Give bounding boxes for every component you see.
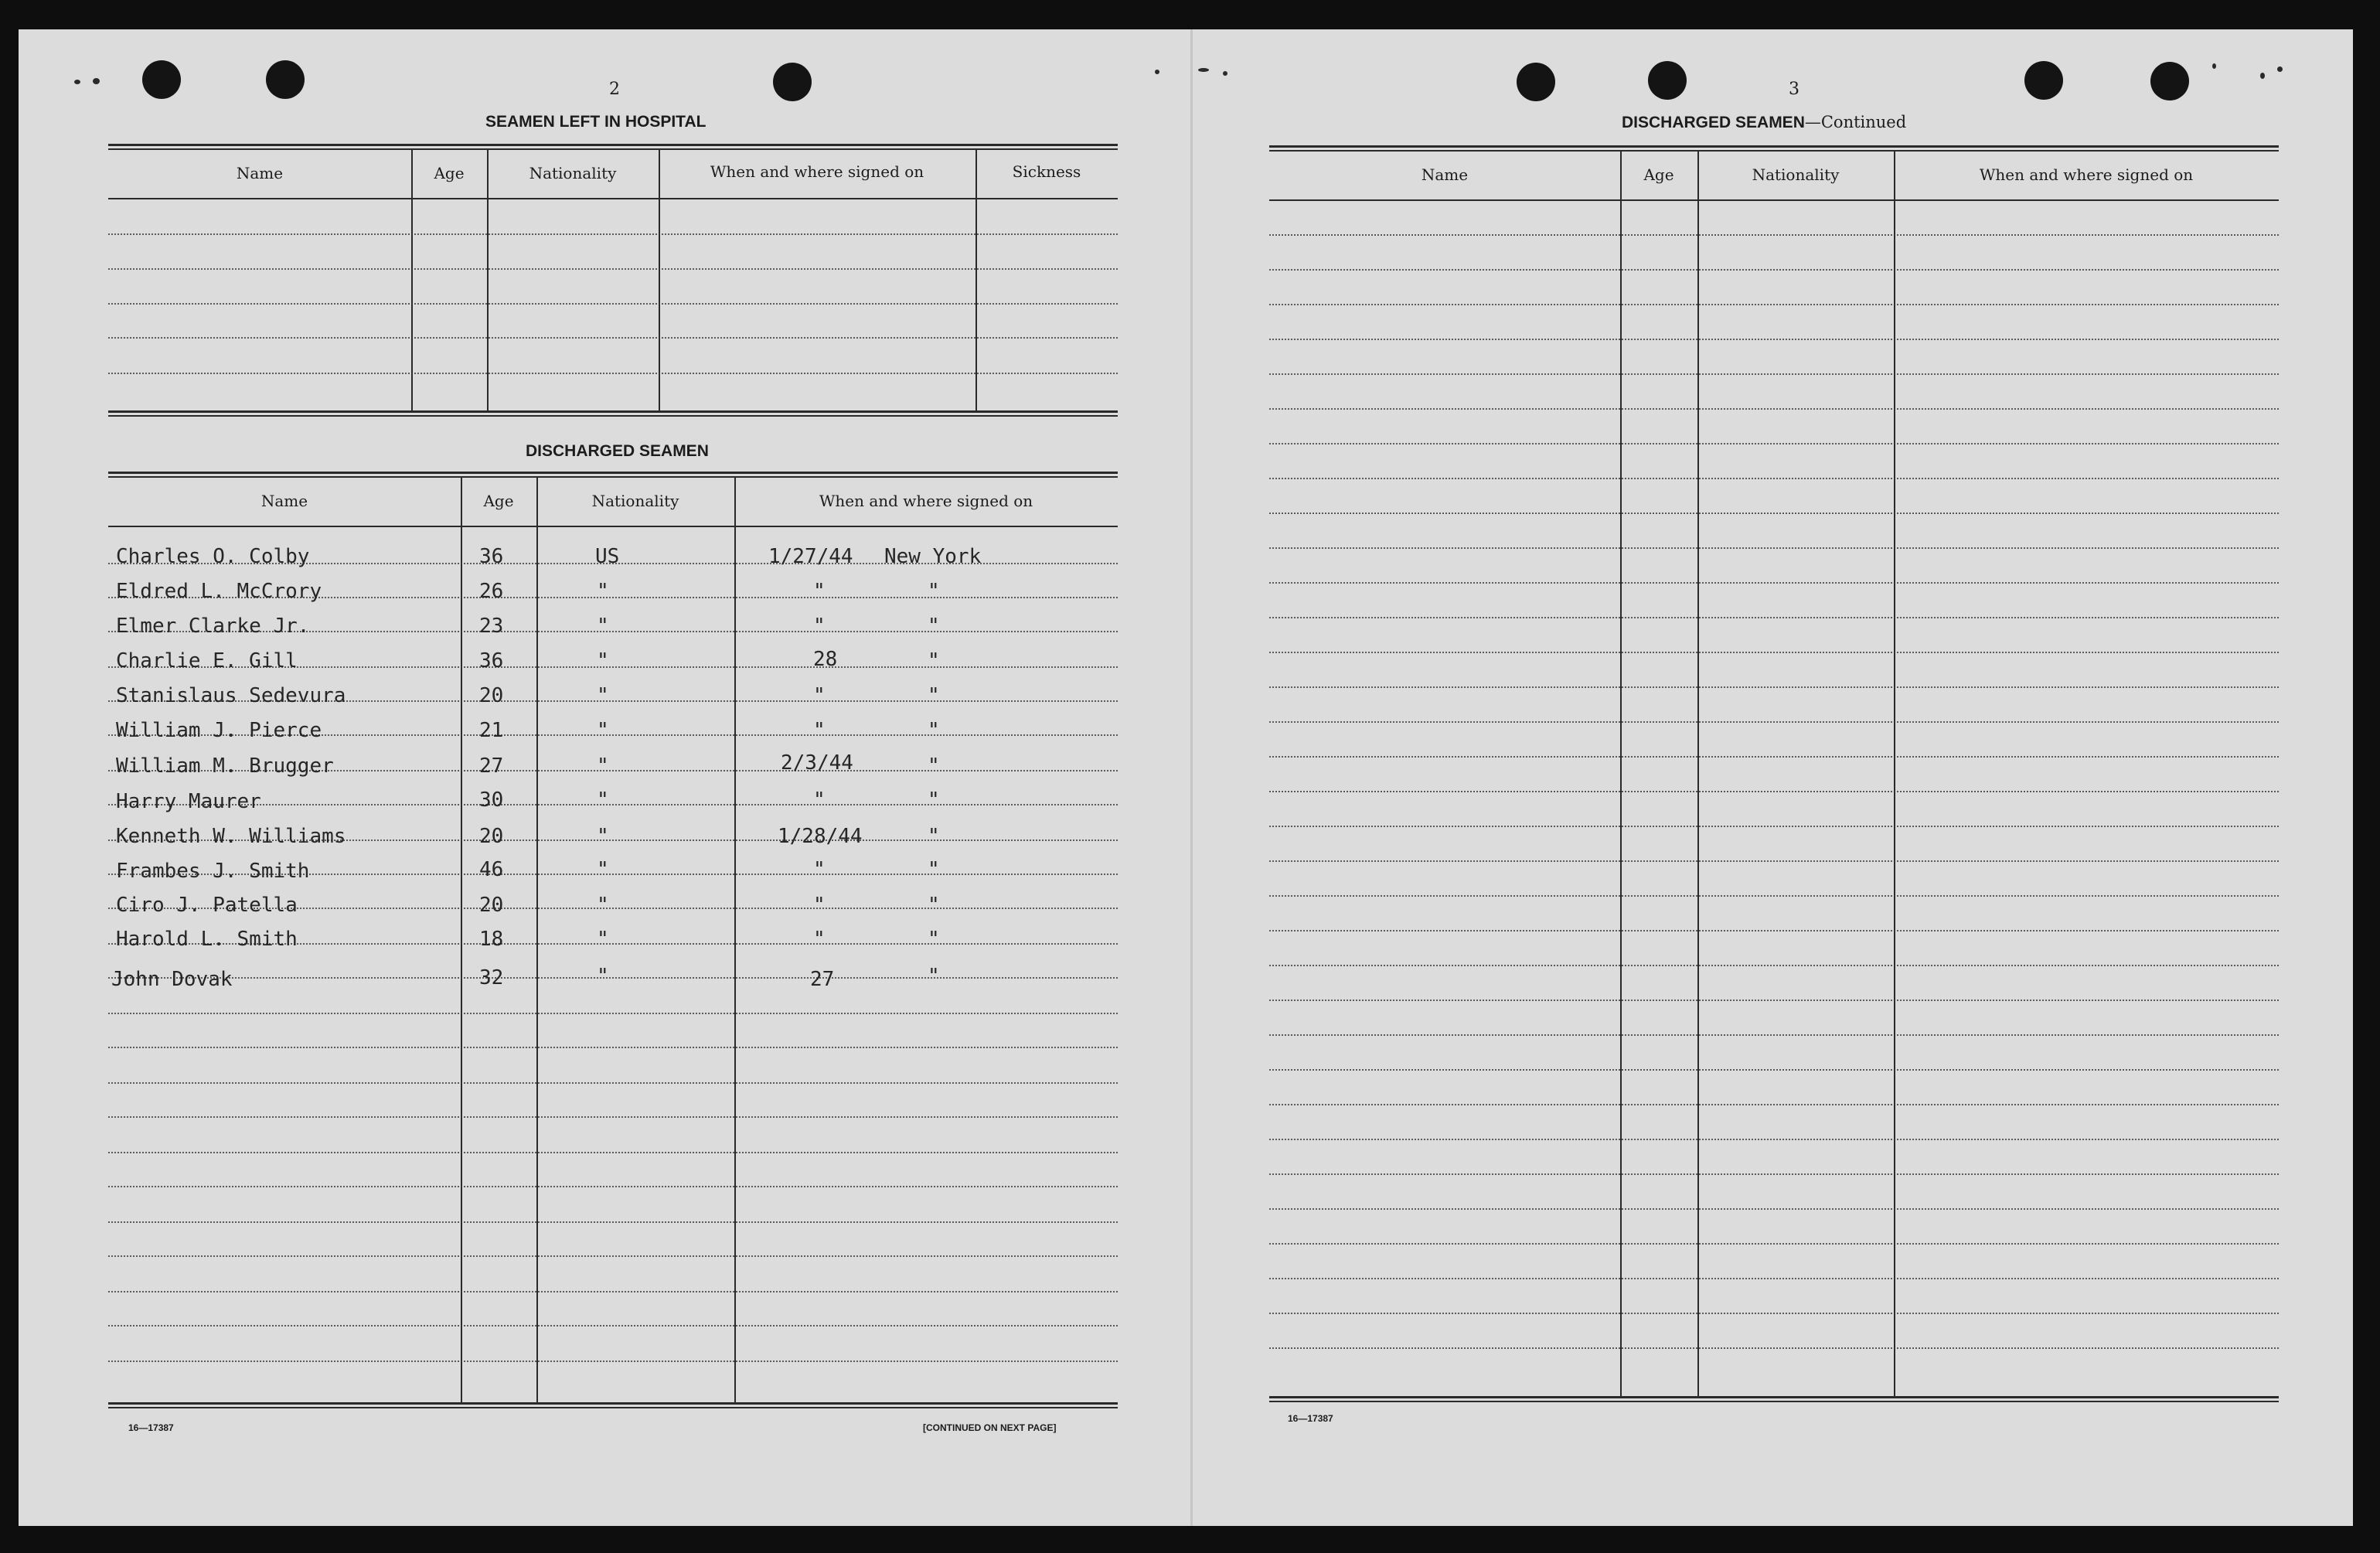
signed-on-place: " <box>928 858 940 881</box>
seaman-name: Elmer Clarke Jr. <box>116 615 310 638</box>
seaman-nationality: " <box>597 825 609 848</box>
ink-speck <box>74 80 80 84</box>
ink-speck <box>1198 68 1209 72</box>
column-header-signed-on: When and where signed on <box>819 492 1033 510</box>
seaman-name: Charlie E. Gill <box>116 649 298 673</box>
seaman-nationality: " <box>597 788 609 812</box>
column-header-age: Age <box>1643 165 1674 184</box>
signed-on-place: " <box>928 719 940 742</box>
seaman-age: 36 <box>479 649 504 673</box>
punch-hole <box>773 63 812 101</box>
signed-on-date: " <box>813 788 826 812</box>
header-rule <box>108 526 1118 527</box>
seaman-name: Eldred L. McCrory <box>116 580 322 603</box>
seaman-name: Kenneth W. Williams <box>116 825 346 848</box>
section-title-suffix: —Continued <box>1804 113 1907 131</box>
seaman-nationality: " <box>597 894 609 917</box>
page-number: 2 <box>609 80 620 99</box>
column-header-sickness: Sickness <box>1012 162 1081 181</box>
seaman-age: 26 <box>479 580 504 603</box>
seaman-age: 23 <box>479 615 504 638</box>
signed-on-date: " <box>813 928 826 951</box>
column-header-name: Name <box>1421 165 1469 184</box>
ink-speck <box>2277 66 2283 72</box>
discharged-continued-title <box>1622 113 1906 132</box>
signed-on-date: 2/3/44 <box>781 751 853 775</box>
ink-speck <box>1155 70 1159 74</box>
table-bottom-rule <box>1269 1396 2279 1402</box>
seaman-age: 18 <box>479 928 504 951</box>
seaman-nationality: " <box>597 615 609 638</box>
ink-speck <box>2260 73 2265 79</box>
seaman-age: 20 <box>479 894 504 917</box>
signed-on-place: " <box>928 788 940 812</box>
seaman-nationality: US <box>595 545 620 568</box>
column-header-nationality: Nationality <box>529 164 617 182</box>
form-number: 16—17387 <box>1288 1413 1333 1424</box>
signed-on-place: " <box>928 580 940 603</box>
column-header-signed-on: When and where signed on <box>1979 165 2194 184</box>
seaman-age: 21 <box>479 719 504 742</box>
punch-hole <box>142 60 181 99</box>
seaman-nationality: " <box>597 580 609 603</box>
seaman-nationality: " <box>597 649 609 673</box>
punch-hole <box>1648 61 1687 100</box>
seaman-age: 32 <box>479 966 504 989</box>
seaman-age: 20 <box>479 684 504 707</box>
table-top-rule <box>1269 145 2279 152</box>
ink-speck <box>2212 63 2216 69</box>
hospital-table <box>108 144 1118 416</box>
page-number: 3 <box>1789 80 1799 99</box>
seaman-name: William J. Pierce <box>116 719 322 742</box>
seaman-name: Frambes J. Smith <box>116 860 310 883</box>
signed-on-place: " <box>928 684 940 707</box>
discharged-continued-table <box>1269 145 2279 1413</box>
signed-on-date: " <box>813 858 826 881</box>
signed-on-place: " <box>928 965 940 988</box>
signed-on-date: 27 <box>810 968 835 991</box>
signed-on-date: 1/27/44 <box>768 545 853 568</box>
discharged-section-title: DISCHARGED SEAMEN <box>526 442 709 460</box>
seaman-nationality: " <box>597 684 609 707</box>
table-bottom-rule <box>108 1402 1118 1408</box>
signed-on-place: " <box>928 615 940 638</box>
column-header-signed-on: When and where signed on <box>710 162 924 181</box>
column-header-age: Age <box>483 492 514 510</box>
hospital-section-title: SEAMEN LEFT IN HOSPITAL <box>485 113 707 131</box>
continued-note: [CONTINUED ON NEXT PAGE] <box>923 1422 1057 1433</box>
ink-speck <box>1223 71 1227 76</box>
signed-on-date: " <box>813 615 826 638</box>
table-top-rule <box>108 472 1118 478</box>
table-bottom-rule <box>108 410 1118 417</box>
seaman-nationality: " <box>597 928 609 951</box>
signed-on-place: New York <box>884 545 982 568</box>
signed-on-date: 1/28/44 <box>778 825 863 848</box>
seaman-age: 36 <box>479 545 504 568</box>
seaman-nationality: " <box>597 754 609 778</box>
form-number: 16—17387 <box>128 1422 174 1433</box>
signed-on-place: " <box>928 754 940 778</box>
signed-on-date: " <box>813 894 826 917</box>
signed-on-date: " <box>813 580 826 603</box>
column-header-nationality: Nationality <box>591 492 679 510</box>
header-rule <box>1269 199 2279 201</box>
signed-on-date: " <box>813 684 826 707</box>
seaman-name: Harry Maurer <box>116 790 261 813</box>
seaman-nationality: " <box>597 858 609 881</box>
punch-hole <box>1517 63 1555 101</box>
punch-hole <box>2150 62 2189 100</box>
seaman-name: William M. Brugger <box>116 754 334 778</box>
signed-on-date: " <box>813 719 826 742</box>
column-header-age: Age <box>434 164 465 182</box>
seaman-name: Stanislaus Sedevura <box>116 684 346 707</box>
page-fold <box>1190 29 1193 1526</box>
column-header-name: Name <box>260 492 308 510</box>
seaman-name: Charles O. Colby <box>116 545 310 568</box>
seaman-name: Harold L. Smith <box>116 928 298 951</box>
column-header-name: Name <box>236 164 284 182</box>
seaman-age: 20 <box>479 825 504 848</box>
column-header-nationality: Nationality <box>1752 165 1840 184</box>
seaman-name: Ciro J. Patella <box>116 894 298 917</box>
section-title-text: DISCHARGED SEAMEN <box>1622 114 1805 131</box>
signed-on-place: " <box>928 825 940 848</box>
seaman-nationality: " <box>597 719 609 742</box>
ink-speck <box>93 78 100 84</box>
signed-on-place: " <box>928 928 940 951</box>
punch-hole <box>2024 61 2063 100</box>
seaman-name: John Dovak <box>111 968 233 991</box>
seaman-age: 27 <box>479 754 504 778</box>
header-rule <box>108 198 1118 199</box>
table-top-rule <box>108 144 1118 150</box>
seaman-nationality: " <box>597 965 609 988</box>
punch-hole <box>266 60 305 99</box>
signed-on-date: 28 <box>813 648 838 671</box>
seaman-age: 46 <box>479 858 504 881</box>
signed-on-place: " <box>928 894 940 917</box>
signed-on-place: " <box>928 649 940 673</box>
seaman-age: 30 <box>479 788 504 812</box>
